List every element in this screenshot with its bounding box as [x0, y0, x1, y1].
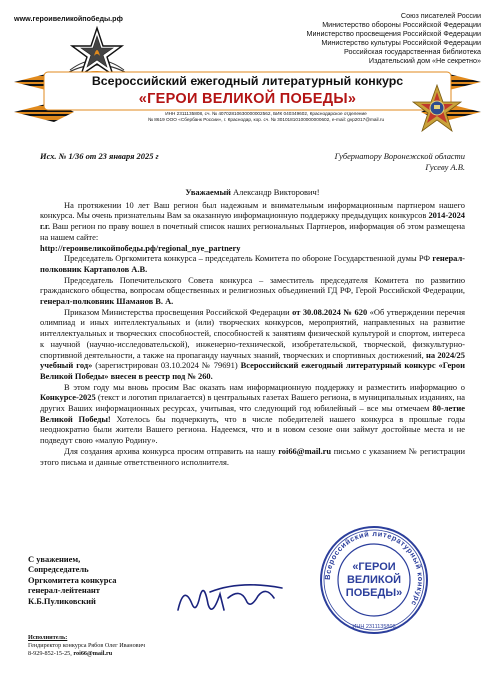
requisites-line: ИНН 2311135808, сч. № 40702810630000002562, БИК 040349602, Краснодарское отделение	[165, 111, 367, 116]
signer-role: Оргкомитета конкурса	[28, 574, 117, 585]
greeting-name: Александр Викторович!	[230, 187, 320, 197]
stamp-center-line: ВЕЛИКОЙ	[346, 574, 402, 586]
addressee-title: Губернатору Воронежской области	[334, 151, 465, 161]
text: Председатель Оргкомитета конкурса – председатель Комитета по обороне Государственной думы РФ	[64, 253, 433, 264]
stamp-ring-text: Всероссийский литературный конкурс	[322, 528, 426, 608]
text: Для создания архива конкурса просим отправить на нашу	[64, 445, 279, 456]
document-number: Исх. № 1/36 от 23 января 2025 г	[40, 151, 159, 161]
email-link[interactable]: roi66@mail.ru	[278, 445, 332, 456]
contest-name: «ГЕРОИ ВЕЛИКОЙ ПОБЕДЫ»	[138, 91, 357, 107]
text: Председатель Попечительского Совета конкурса – заместитель председателя Комитета по развитию гражданского общества, вопросам общественных и религиозных объединений ГД РФ, Герой Российской Федерации,	[40, 274, 465, 296]
signer-name: К.Б.Пуликовский	[28, 595, 96, 606]
victory-order-icon	[412, 84, 462, 140]
paragraph-archive	[40, 446, 465, 467]
requisites-line: № 8619 ООО «Сбербанк России», г. Краснодар, кор. сч. № 30101810100000000602, e-mail: gvp2017@mail.ru	[147, 117, 385, 122]
text: На протяжении 10 лет Ваш регион был надежным и внимательным информационным партнером нашего конкурса. Мы очень признательны Вам за оказанную информационную поддержку предыдущих конкурсов	[40, 199, 465, 221]
text: письмо с указанием № регистрации этого письма и данные ответственного исполнителя.	[40, 445, 466, 467]
org-line: Министерство просвещения Российской Федерации	[306, 29, 481, 39]
org-line: Российская государственная библиотека	[344, 47, 481, 57]
addressee-name: Гусеву А.В.	[425, 161, 465, 172]
executor-label: Исполнитель:	[28, 634, 68, 641]
paragraph-request	[40, 382, 465, 446]
official-stamp	[318, 524, 430, 636]
signature-block	[28, 554, 117, 606]
paragraph-trustees	[40, 275, 465, 307]
site-url[interactable]: www.героивеликойпобеды.рф	[14, 14, 123, 23]
executor-name: Гендиректор конкурса Рябов Олег Иванович	[28, 642, 146, 649]
text: Хотелось бы подчеркнуть, что в числе победителей нашего конкурса в прошлые годы неоднократно были жители Вашего региона. Надеемся, что и в новом сезоне они займут достойные места и не подведут свою «малую Родину».	[40, 413, 465, 446]
closing: С уважением,	[28, 554, 81, 564]
text-bold: 80-летие Великой Победы!	[40, 403, 465, 424]
handwritten-signature	[170, 574, 290, 622]
org-line: Союз писателей России	[400, 11, 481, 20]
text: В этом году мы вновь просим Вас оказать нам информационную поддержку и разместить информацию о	[64, 381, 465, 392]
text: (зарегистрирован 03.10.2024 № 79691)	[92, 360, 241, 371]
text-bold: 2014-2024 г.г.	[40, 210, 466, 232]
paragraph-orgcommittee	[40, 253, 465, 274]
letter-body	[40, 151, 465, 467]
text: Ваш регион по праву вошел в почетный список наших региональных Партнеров, информация об этом размещена на нашем сайте:	[40, 221, 465, 242]
paragraph-partnership	[40, 200, 465, 243]
partners-link[interactable]: http://героивеликойпобеды.рф/regional_nye_partnery	[40, 242, 241, 253]
stamp-center-line: ПОБЕДЫ»	[345, 587, 403, 599]
text: Приказом Министерства просвещения Российской Федерации	[64, 306, 293, 317]
text-bold: генерал-полковник Шаманов В. А.	[40, 296, 174, 307]
org-line: Министерство культуры Российской Федерации	[321, 38, 481, 48]
greeting	[40, 187, 465, 198]
executor-contacts	[28, 650, 145, 658]
text: (текст и логотип прилагается) в центральных газетах Вашего региона, в муниципальных изданиях, на других Ваших информационных ресурсах, учитывая, что следующий год юбилейный – все мы отмечаем	[40, 392, 465, 414]
letter-meta	[40, 151, 465, 177]
greeting-prefix: Уважаемый	[185, 187, 231, 197]
text-bold: генерал-полковник Картаполов А.В.	[40, 253, 465, 274]
signer-role: Сопредседатель	[28, 564, 89, 575]
executor-email[interactable]: roi66@mail.ru	[73, 650, 113, 657]
contest-title: Всероссийский ежегодный литературный конкурс	[91, 74, 404, 88]
org-line: Министерство обороны Российской Федерации	[322, 20, 481, 30]
org-line: Издательский дом «Не секретно»	[368, 56, 481, 66]
paragraph-ministry-order	[40, 307, 465, 382]
executor-block	[28, 634, 145, 658]
partner-organizations	[307, 11, 481, 66]
text-bold: Конкурсе-2025	[40, 392, 96, 403]
executor-phone: 8-929-852-15-25,	[28, 650, 74, 657]
text: «Об утверждении перечня олимпиад и иных интеллектуальных и (или) творческих конкурсов, мероприятий, направленных на развитие интеллектуальных и творческих способностей, способностей к занятиям физической культурой и спортом, интереса к научной (научно-исследовательской), инженерно-технической, изобретательской, творческой, физкультурно-спортивной деятельности, а также на пропаганду научных знаний, творческих и спортивных достижений,	[40, 306, 466, 360]
stamp-inn: ИНН 2311135808	[352, 624, 396, 630]
text-bold: от 30.08.2024 № 620	[292, 306, 368, 317]
letterhead	[0, 0, 495, 148]
text-bold: Всероссийский ежегодный литературный конкурс «Герои Великой Победы» внесен в реестр под № 260.	[40, 360, 466, 381]
addressee	[335, 151, 465, 172]
stamp-center-line: «ГЕРОИ	[352, 561, 396, 573]
text-bold: на 2024/25 учебный год»	[40, 349, 465, 371]
signer-rank: генерал-лейтенант	[28, 585, 100, 596]
